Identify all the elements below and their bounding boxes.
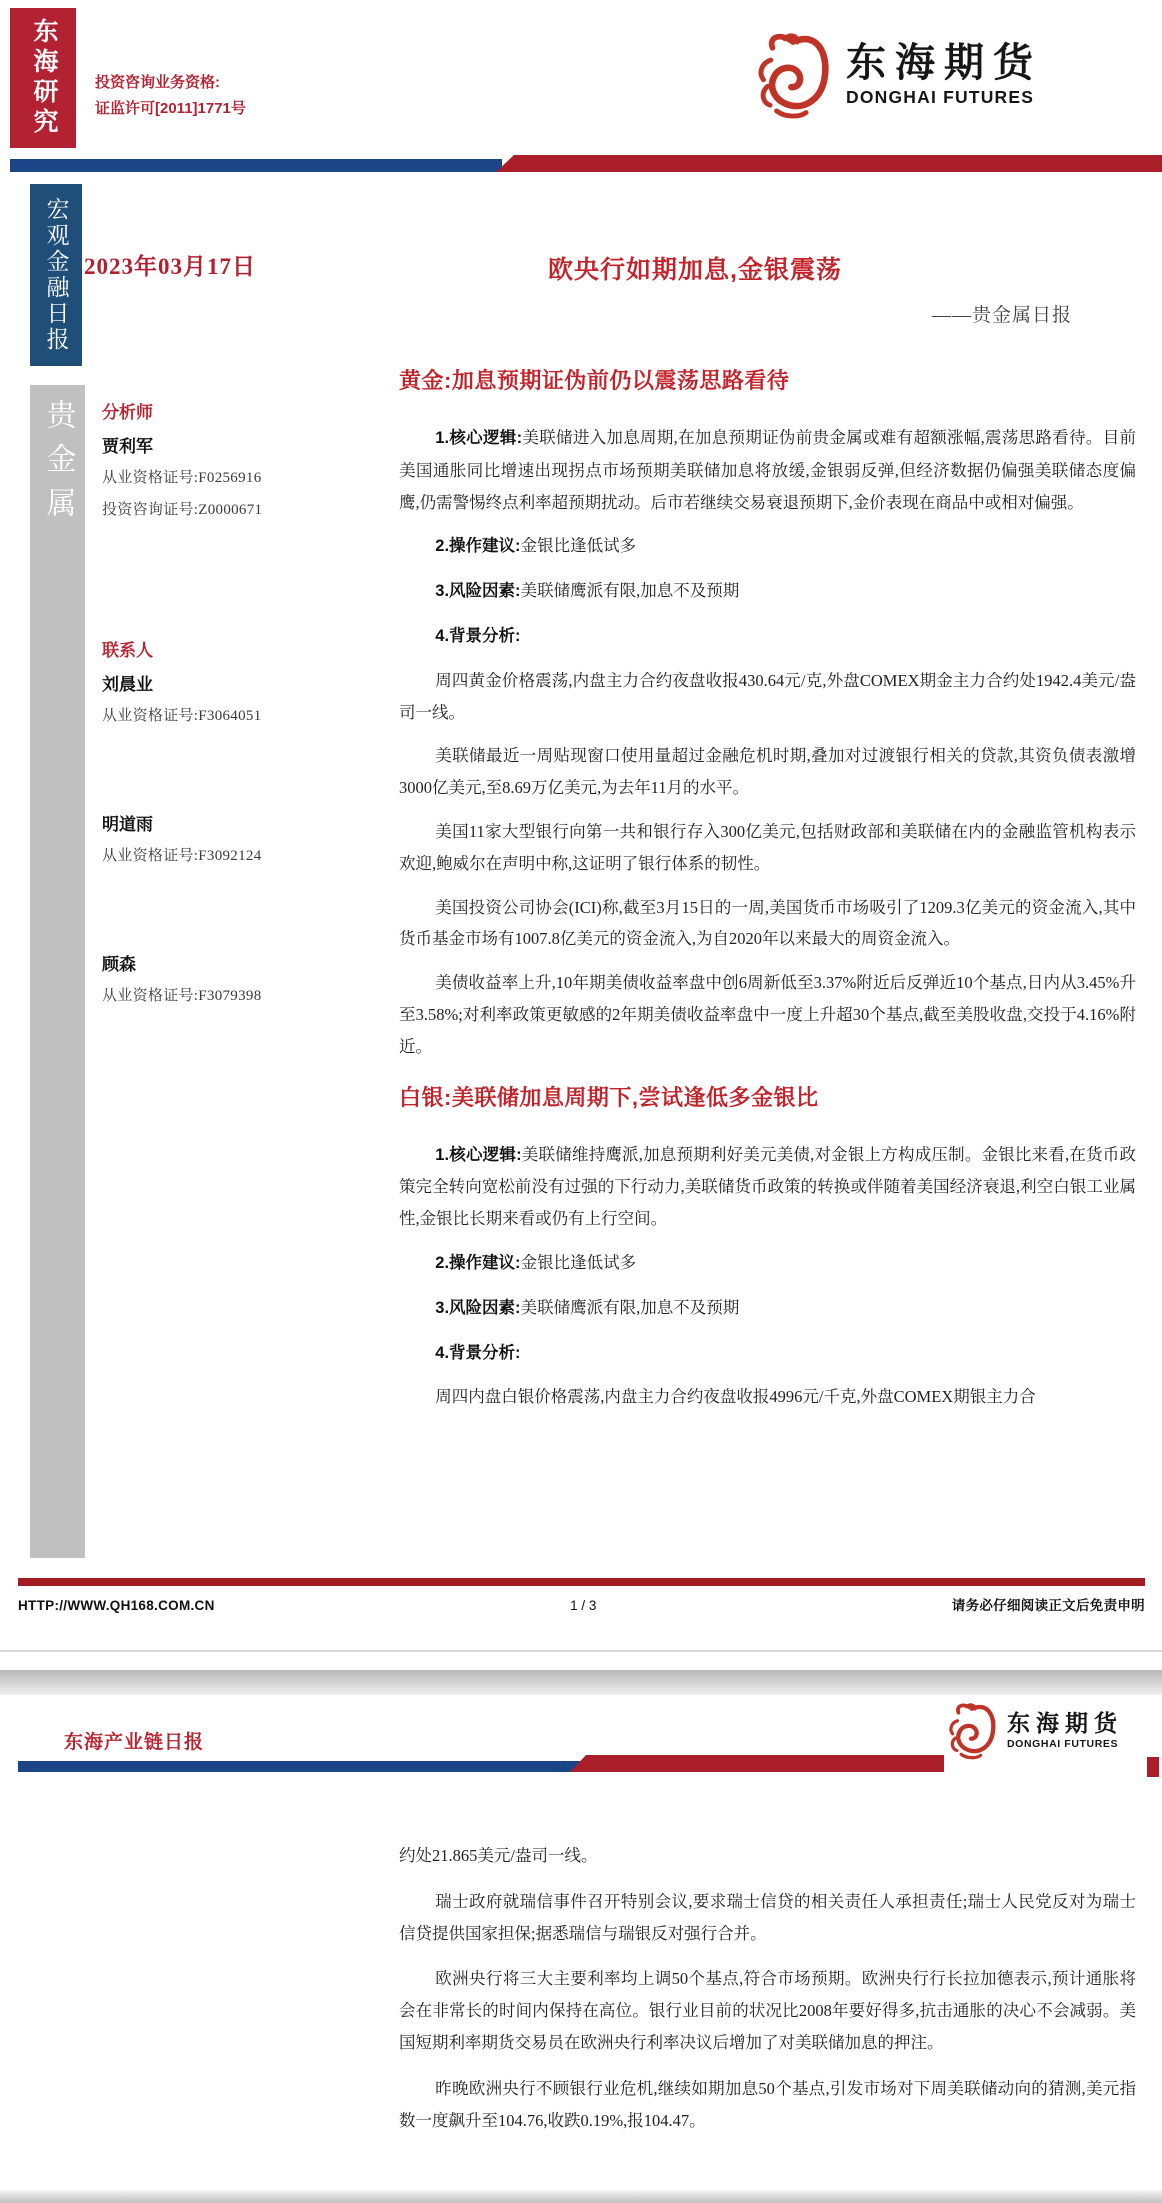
- header-bar-red: [496, 155, 1162, 172]
- silver-core-logic: [399, 1139, 1136, 1235]
- research-brand-text: 东海研究: [30, 18, 57, 138]
- report-subtitle: ——贵金属日报: [931, 305, 1072, 326]
- logo-text: [846, 40, 1042, 108]
- contact-name-1: 刘晨业: [102, 675, 153, 694]
- gold-analysis-label: 4.背景分析:: [435, 626, 521, 645]
- gold-advice-text: 金银比逢低试多: [520, 536, 637, 556]
- gold-background-2: 美联储最近一周贴现窗口使用量超过金融危机时期,叠加对过渡银行相关的贷款,其资负债表激增3000亿美元,至8.69万亿美元,为去年11月的水平。: [399, 746, 1136, 798]
- silver-advice-text: 金银比逢低试多: [520, 1252, 637, 1272]
- page2-header-title: 东海产业链日报: [64, 1732, 205, 1753]
- footer: [18, 1594, 1145, 1614]
- silver-advice: [399, 1247, 1136, 1280]
- page2-bar-red: [570, 1755, 944, 1772]
- silver-analysis-label: 4.背景分析:: [435, 1343, 521, 1362]
- page2-content: [399, 1840, 1136, 2150]
- analyst-cert-2: 投资咨询证号:Z0000671: [102, 502, 263, 518]
- license-text: [95, 70, 246, 122]
- bottom-page-separator: [0, 2190, 1162, 2203]
- header-bar-blue: [10, 159, 502, 172]
- gold-background-5: 美债收益率上升,10年期美债收益率盘中创6周新低至3.37%附近后反弹近10个基点,日内从3.45%升至3.58%;对利率政策更敏感的2年期美债收益率盘中一度上升超30个基点,截至美股收盘,交投于4.16%附近。: [399, 973, 1136, 1056]
- page2-paragraph-1: 约处21.865美元/盎司一线。: [399, 1846, 598, 1865]
- logo-cn-text: 东海期货: [846, 41, 1042, 85]
- license-line-1: 投资咨询业务资格:: [95, 74, 220, 91]
- silver-analysis-label-line: [399, 1337, 1136, 1370]
- silver-core-logic-text: 美联储维持鹰派,加息预期利好美元美债,对金银上方构成压制。金银比来看,在货币政策完全转向宽松前没有过强的下行动力,美联储货币政策的转换或伴随着美国经济衰退,利空白银工业属性,金银比长期来看或仍有上行空间。: [399, 1144, 1137, 1229]
- gold-risk-text: 美联储鹰派有限,加息不及预期: [520, 581, 740, 601]
- report-title: 欧央行如期加息,金银震荡: [548, 256, 842, 284]
- gold-risk-label: 3.风险因素:: [435, 582, 521, 601]
- report-type-text: 宏观金融日报: [43, 197, 69, 353]
- license-line-2: 证监许可[2011]1771号: [95, 100, 246, 117]
- page-separator-band: [0, 1670, 1162, 1695]
- report-type-block: [30, 184, 82, 366]
- page-separator-line: [0, 1650, 1162, 1652]
- silver-core-logic-label: 1.核心逻辑:: [435, 1145, 522, 1164]
- page2-paragraph-4: 昨晚欧洲央行不顾银行业危机,继续如期加息50个基点,引发市场对下周美联储动向的猜测,美元指数一度飙升至104.76,收跌0.19%,报104.47。: [399, 2078, 1136, 2130]
- gold-core-logic-label: 1.核心逻辑:: [435, 429, 523, 447]
- contact-name-3: 顾森: [102, 955, 136, 974]
- contact-name-2: 明道雨: [102, 815, 153, 834]
- silver-advice-label: 2.操作建议:: [435, 1253, 521, 1272]
- silver-risk-text: 美联储鹰派有限,加息不及预期: [520, 1297, 740, 1317]
- gold-background-4: 美国投资公司协会(ICI)称,截至3月15日的一周,美国货币市场吸引了1209.3亿美元的资金流入,其中货币基金市场有1007.8亿美元的资金流入,为自2020年以来最大的周资金流入。: [399, 897, 1136, 949]
- silver-section-heading: 白银:美联储加息周期下,尝试逢低多金银比: [399, 1084, 819, 1110]
- gold-section-heading: 黄金:加息预期证伪前仍以震荡思路看待: [399, 368, 790, 393]
- analyst-label: 分析师: [102, 403, 153, 422]
- silver-risk-label: 3.风险因素:: [435, 1298, 521, 1317]
- main-content: [399, 366, 1136, 1425]
- contact-cert-1: 从业资格证号:F3064051: [102, 708, 262, 724]
- contact-label: 联系人: [102, 641, 153, 660]
- gold-risk: [399, 575, 1136, 608]
- page2-bar-blue: [18, 1761, 584, 1772]
- analyst-name: 贾利军: [102, 437, 153, 456]
- gold-analysis-label-line: [399, 620, 1136, 653]
- footer-page-number: 1 / 3: [570, 1598, 597, 1613]
- footer-disclaimer: 请务必仔细阅读正文后免责申明: [951, 1598, 1145, 1613]
- page2-dragon-logo-icon: [945, 1696, 999, 1764]
- silver-risk: [399, 1292, 1136, 1325]
- footer-url: HTTP://WWW.QH168.COM.CN: [18, 1598, 215, 1613]
- gold-core-logic-text: 美联储进入加息周期,在加息预期证伪前贵金属或难有超额涨幅,震荡思路看待。目前美国通胀同比增速出现拐点市场预期美联储加息将放缓,金银弱反弹,但经济数据仍偏强美联储态度偏鹰,仍需警惕终点利率超预期扰动。后市若继续交易衰退预期下,金价表现在商品中或相对偏强。: [399, 428, 1136, 512]
- research-brand-block: [10, 8, 76, 148]
- page2-logo-text: [1007, 1709, 1123, 1751]
- contact-cert-3: 从业资格证号:F3079398: [102, 988, 262, 1004]
- page2-paragraph-3: 欧洲央行将三大主要利率均上调50个基点,符合市场预期。欧洲央行行长拉加德表示,预计通胀将会在非常长的时间内保持在高位。银行业目前的状况比2008年要好得多,抗击通胀的决心不会减弱。美国短期利率期货交易员在欧洲央行利率决议后增加了对美联储加息的押注。: [399, 1969, 1136, 2052]
- company-logo: [752, 22, 1042, 126]
- category-block: [30, 385, 85, 1558]
- page2-logo-cn-text: 东海期货: [1007, 1710, 1123, 1736]
- gold-background-3: 美国11家大型银行向第一共和银行存入300亿美元,包括财政部和美联储在内的金融监管机构表示欢迎,鲍威尔在声明中称,这证明了银行体系的韧性。: [399, 821, 1136, 873]
- gold-advice: [399, 530, 1136, 563]
- gold-core-logic: [399, 422, 1136, 518]
- logo-en-text: DONGHAI FUTURES: [846, 87, 1035, 107]
- page2-bar-red-tail: [1147, 1757, 1159, 1777]
- gold-advice-label: 2.操作建议:: [435, 537, 521, 556]
- contact-cert-2: 从业资格证号:F3092124: [102, 848, 262, 864]
- footer-bar: [18, 1578, 1145, 1586]
- category-text: 贵金属: [41, 399, 75, 531]
- silver-background-1: 周四内盘白银价格震荡,内盘主力合约夜盘收报4996元/千克,外盘COMEX期银主力合: [435, 1387, 1036, 1407]
- page2-company-logo: [945, 1696, 1123, 1764]
- page2-paragraph-2: 瑞士政府就瑞信事件召开特别会议,要求瑞士信贷的相关责任人承担责任;瑞士人民党反对为瑞士信贷提供国家担保;据悉瑞信与瑞银反对强行合并。: [399, 1891, 1136, 1943]
- gold-background-1: 周四黄金价格震荡,内盘主力合约夜盘收报430.64元/克,外盘COMEX期金主力合约处1942.4美元/盎司一线。: [399, 670, 1136, 722]
- report-date: 2023年03月17日: [84, 254, 256, 279]
- analyst-cert-1: 从业资格证号:F0256916: [102, 470, 262, 486]
- page2-logo-en-text: DONGHAI FUTURES: [1007, 1738, 1119, 1750]
- dragon-logo-icon: [752, 22, 834, 126]
